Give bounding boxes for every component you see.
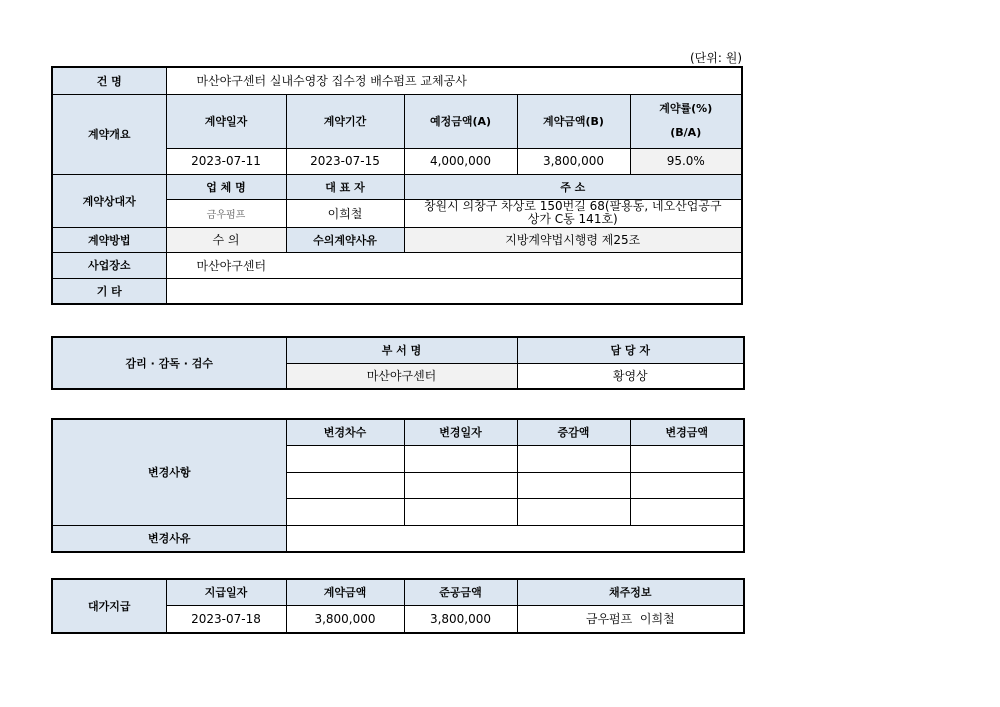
change-cell	[517, 445, 630, 472]
change-date-header: 변경일자	[404, 419, 517, 445]
estimated-amount-header: 예정금액(A)	[404, 94, 517, 148]
change-cell	[286, 445, 404, 472]
address-header: 주 소	[404, 174, 742, 199]
overview-label: 계약개요	[52, 94, 166, 174]
contract-period-header: 계약기간	[286, 94, 404, 148]
reason-label: 수의계약사유	[286, 227, 404, 252]
department-value: 마산야구센터	[286, 363, 517, 389]
change-cell	[404, 472, 517, 498]
changes-label: 변경사항	[52, 419, 286, 525]
manager-header: 담 당 자	[517, 337, 744, 363]
method-value: 수 의	[166, 227, 286, 252]
payment-label: 대가지급	[52, 579, 166, 633]
payment-date-value: 2023-07-18	[166, 605, 286, 633]
supervision-label: 감리 · 감독 · 검수	[52, 337, 286, 389]
contract-period-value: 2023-07-15	[286, 148, 404, 174]
contract-rate-header-line1: 계약률(%)	[659, 102, 713, 115]
manager-value: 황영상	[517, 363, 744, 389]
change-cell	[286, 498, 404, 525]
address-line2: 상가 C동 141호)	[527, 212, 618, 226]
contract-date-value: 2023-07-11	[166, 148, 286, 174]
contract-rate-header-line2: (B/A)	[670, 126, 702, 139]
contract-amount-header: 계약금액(B)	[517, 94, 630, 148]
payment-creditor-value: 금우펌프 이희철	[517, 605, 744, 633]
payment-contract-header: 계약금액	[286, 579, 404, 605]
party-label: 계약상대자	[52, 174, 166, 227]
contract-info-table	[51, 66, 743, 305]
unit-label: (단위: 원)	[690, 51, 742, 65]
title-value: 마산야구센터 실내수영장 집수정 배수펌프 교체공사	[166, 67, 742, 94]
change-diff-header: 증감액	[517, 419, 630, 445]
change-cell	[517, 472, 630, 498]
etc-value	[166, 278, 742, 304]
payment-completion-header: 준공금액	[404, 579, 517, 605]
change-reason-value	[286, 525, 744, 552]
contract-date-header: 계약일자	[166, 94, 286, 148]
change-cell	[517, 498, 630, 525]
supervision-table	[51, 336, 745, 390]
change-cell	[404, 498, 517, 525]
ceo-value: 이희철	[286, 199, 404, 227]
contract-rate-value: 95.0%	[630, 148, 742, 174]
address-line1: 창원시 의창구 차상로 150번길 68(팔용동, 네오산업공구	[423, 199, 722, 213]
estimated-amount-value: 4,000,000	[404, 148, 517, 174]
site-value: 마산야구센터	[166, 252, 742, 278]
payment-date-header: 지급일자	[166, 579, 286, 605]
contract-amount-value: 3,800,000	[517, 148, 630, 174]
etc-label: 기 타	[52, 278, 166, 304]
change-cell	[286, 472, 404, 498]
payment-table	[51, 578, 745, 634]
title-label: 건 명	[52, 67, 166, 94]
department-header: 부 서 명	[286, 337, 517, 363]
address-value	[404, 199, 742, 227]
change-cell	[630, 472, 744, 498]
change-reason-label: 변경사유	[52, 525, 286, 552]
reason-value: 지방계약법시행령 제25조	[404, 227, 742, 252]
ceo-header: 대 표 자	[286, 174, 404, 199]
change-cell	[404, 445, 517, 472]
payment-completion-value: 3,800,000	[404, 605, 517, 633]
company-value: 금우펌프	[166, 199, 286, 227]
payment-creditor-header: 채주정보	[517, 579, 744, 605]
change-seq-header: 변경차수	[286, 419, 404, 445]
changes-table	[51, 418, 745, 553]
payment-contract-value: 3,800,000	[286, 605, 404, 633]
method-label: 계약방법	[52, 227, 166, 252]
company-header: 업 체 명	[166, 174, 286, 199]
site-label: 사업장소	[52, 252, 166, 278]
change-amount-header: 변경금액	[630, 419, 744, 445]
change-cell	[630, 498, 744, 525]
change-cell	[630, 445, 744, 472]
contract-rate-header	[630, 94, 742, 148]
